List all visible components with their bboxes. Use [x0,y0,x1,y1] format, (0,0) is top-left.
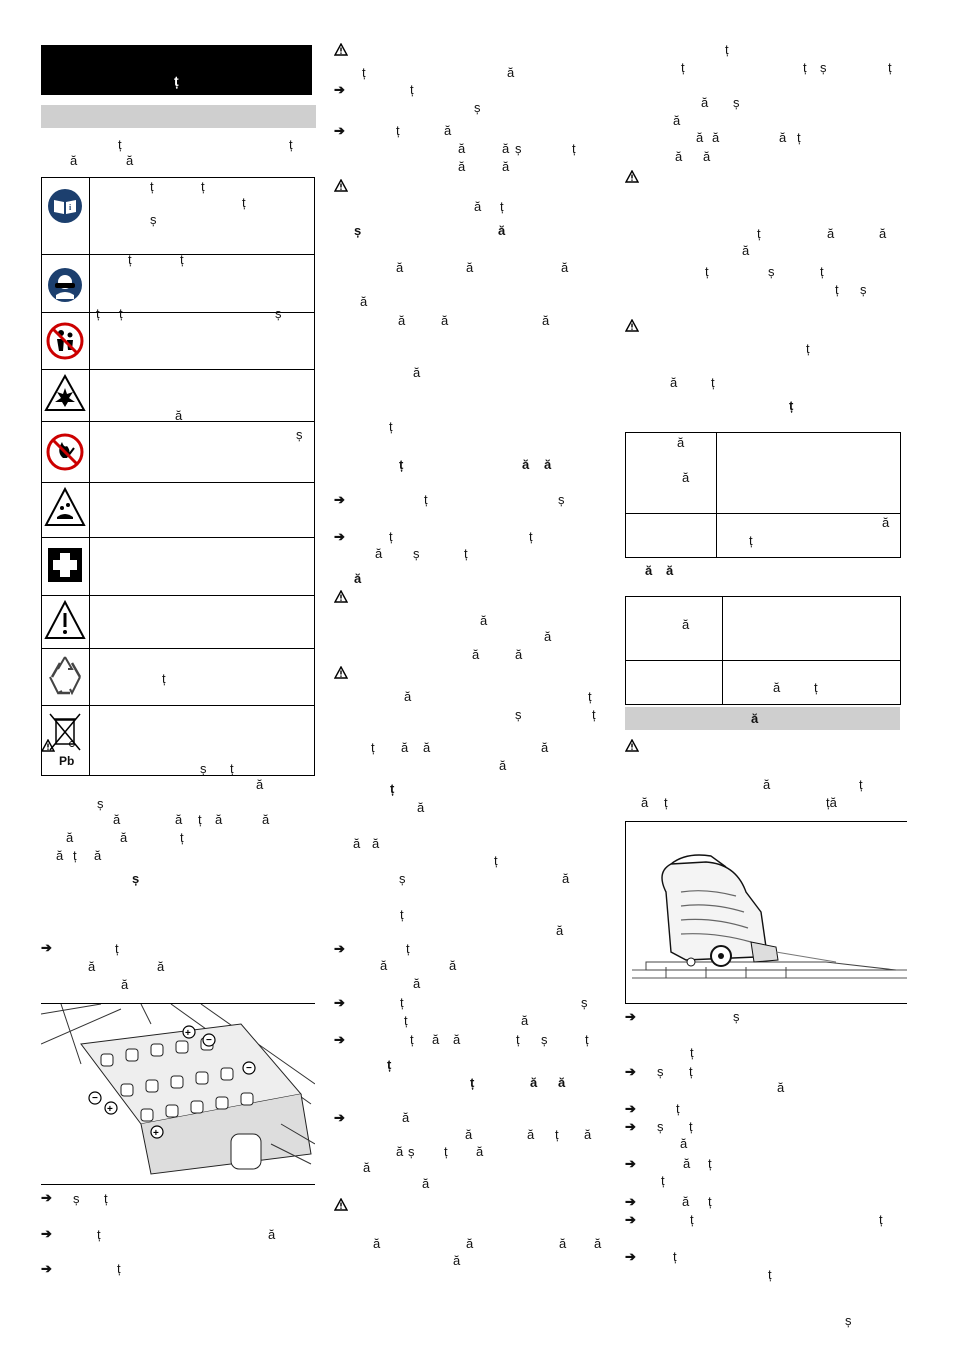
text-fragment: ă [94,848,102,863]
text-fragment: ț [289,137,293,152]
warning-icon [334,590,348,603]
text-fragment: ă [677,435,685,450]
text-fragment: ă [673,113,681,128]
text-fragment: ș [515,141,522,156]
no-children-icon [42,313,89,366]
text-fragment: ș [515,707,522,722]
text-fragment: ă [413,365,421,380]
step-arrow-icon: ➔ [334,529,345,544]
text-fragment: ț [757,226,761,241]
text-fragment: ț [516,1032,520,1047]
text-fragment: ț [768,1267,772,1282]
step-arrow-icon: ➔ [625,1156,636,1171]
text-fragment: ă [561,260,569,275]
recycle-icon [42,649,89,702]
text-fragment: ș [296,427,303,442]
text-fragment: ă [449,958,457,973]
text-fragment: ă [466,260,474,275]
battery-compartment-image [41,1004,315,1184]
text-fragment: ț [673,1249,677,1264]
text-fragment: ă [423,740,431,755]
section-header-bar [625,707,900,730]
text-fragment: ă [363,1160,371,1175]
table-divider [722,597,723,704]
text-fragment: ș [132,871,140,886]
text-fragment: ă [360,294,368,309]
no-open-flame-icon [42,422,89,479]
symbol-text [90,422,315,483]
text-fragment: ă [372,836,380,851]
text-fragment: ă [680,1136,688,1151]
text-fragment: ț [879,1212,883,1227]
text-fragment: ă [777,1080,785,1095]
text-fragment: ă [683,1156,691,1171]
step-arrow-icon: ➔ [334,995,345,1010]
text-fragment: ț [664,795,668,810]
text-fragment: ț [399,457,404,472]
svg-text:−: − [92,1093,98,1104]
text-fragment: ț [97,1227,101,1242]
text-fragment: ă [544,457,552,472]
text-fragment: ă [472,647,480,662]
text-fragment: ă [268,1227,276,1242]
chapter-title-bar [41,45,312,95]
text-fragment: ș [768,264,775,279]
text-fragment: ă [502,141,510,156]
text-fragment: ț [198,812,202,827]
text-fragment: ț [690,1212,694,1227]
text-fragment: ș [399,871,406,886]
text-fragment: ă [522,457,530,472]
text-fragment: ț [708,1194,712,1209]
text-fragment: ț [73,848,77,863]
text-fragment: ț [494,853,498,868]
symbol-text [90,649,315,706]
text-fragment: ă [398,313,406,328]
step-arrow-icon: ➔ [334,941,345,956]
text-fragment: ă [422,1176,430,1191]
text-fragment: ș [657,1064,664,1079]
text-fragment: ț [424,492,428,507]
text-fragment: ț [592,707,596,722]
text-fragment: ț [529,529,533,544]
machine-ramp-figure [625,821,907,1004]
text-fragment: ț [104,1191,108,1206]
text-fragment: ș [845,1313,852,1328]
step-arrow-icon: ➔ [625,1119,636,1134]
pb-label: Pb [59,754,75,768]
text-fragment: ț [814,680,818,695]
text-fragment: ă [682,470,690,485]
text-fragment: ă [413,976,421,991]
warning-icon [334,1198,348,1211]
symbol-cell [42,538,90,596]
warning-icon [334,666,348,679]
text-fragment: ă [879,226,887,241]
text-fragment: ț [711,375,715,390]
text-fragment: ă [458,159,466,174]
text-fragment: ș [657,1119,664,1134]
text-fragment: ț [690,1045,694,1060]
text-fragment: ț [371,740,375,755]
text-fragment: ă [542,313,550,328]
text-fragment: ă [670,375,678,390]
text-fragment: ț [406,941,410,956]
step-arrow-icon: ➔ [334,492,345,507]
step-arrow-icon: ➔ [334,123,345,138]
text-fragment: ț [362,65,366,80]
text-fragment: ă [556,923,564,938]
svg-text:i: i [69,203,72,212]
symbol-cell [42,313,90,370]
text-fragment: ă [157,959,165,974]
table-row-divider [626,660,900,661]
text-fragment: ă [113,812,121,827]
text-fragment: ț [555,1127,559,1142]
text-fragment: ț [789,398,794,413]
step-arrow-icon: ➔ [41,1261,52,1276]
text-fragment: ă [507,65,515,80]
text-fragment: ă [779,130,787,145]
battery-photo [41,1003,315,1185]
text-fragment: ă [882,515,890,530]
acid-burn-icon [42,483,89,534]
text-fragment: ț [661,1173,665,1188]
text-fragment: ț [888,60,892,75]
text-fragment: ă [453,1253,461,1268]
text-fragment: ă [175,408,183,423]
text-fragment: ș [408,1144,415,1159]
symbol-cell [42,178,90,255]
symbol-cell [42,370,90,422]
text-fragment: ă [476,1144,484,1159]
symbol-cell [42,422,90,483]
text-fragment: ă [666,563,674,578]
text-fragment: ă [594,1236,602,1251]
text-fragment: ă [502,159,510,174]
symbol-cell [42,255,90,313]
step-arrow-icon: ➔ [334,82,345,97]
text-fragment: ă [527,1127,535,1142]
text-fragment: ă [373,1236,381,1251]
text-fragment: ă [558,1075,566,1090]
text-fragment: ă [480,613,488,628]
text-fragment: ă [175,812,183,827]
step-arrow-icon: ➔ [625,1212,636,1227]
text-fragment: ț [572,141,576,156]
info-table-2 [625,596,901,705]
svg-text:+: + [107,1104,113,1115]
text-fragment: ă [498,223,506,238]
svg-text:+: + [185,1028,191,1039]
text-fragment: ț [150,179,154,194]
svg-text:−: − [246,1063,252,1074]
step-arrow-icon: ➔ [625,1249,636,1264]
text-fragment: ă [215,812,223,827]
text-fragment: ț [396,123,400,138]
symbol-cell [42,483,90,538]
text-fragment: ș [413,546,420,561]
text-fragment: ă [645,563,653,578]
text-fragment: ă [751,711,759,726]
text-fragment: ă [396,1144,404,1159]
text-fragment: ă [584,1127,592,1142]
manual-book-icon [42,178,89,251]
text-fragment: ă [70,153,78,168]
text-fragment: ă [396,260,404,275]
text-fragment: ă [773,680,781,695]
text-fragment: ă [675,149,683,164]
explosion-icon [42,370,89,418]
text-fragment: ț [835,282,839,297]
text-fragment: ț [749,533,753,548]
text-fragment: ă [530,1075,538,1090]
text-fragment: ă [466,1236,474,1251]
text-fragment: ă [458,141,466,156]
text-fragment: ț [389,529,393,544]
text-fragment: ș [73,1191,80,1206]
text-fragment: ț [410,1032,414,1047]
text-fragment: ș [97,796,104,811]
text-fragment: ț [400,995,404,1010]
table-divider [716,433,717,557]
text-fragment: ă [88,959,96,974]
text-fragment: ă [441,313,449,328]
symbol-text [90,370,315,422]
text-fragment: ș [474,100,481,115]
text-fragment: ș [541,1032,548,1047]
step-arrow-icon: ➔ [334,1032,345,1047]
text-fragment: ă [256,777,264,792]
text-fragment: ă [375,546,383,561]
symbol-text [90,538,315,596]
text-fragment: ă [696,130,704,145]
text-fragment: ț [404,1013,408,1028]
scrubber-on-ramp-image [626,822,907,1003]
text-fragment: ță [826,795,837,810]
step-arrow-icon: ➔ [41,1190,52,1205]
warning-icon [625,319,639,332]
text-fragment: ț [689,1119,693,1134]
text-fragment: ț [470,1075,475,1090]
text-fragment: ă [559,1236,567,1251]
warning-triangle-icon [42,596,89,645]
text-fragment: ț [464,546,468,561]
text-fragment: ș [820,60,827,75]
text-fragment: ă [544,629,552,644]
section-header-bar [41,105,316,128]
text-fragment: ș [275,306,282,321]
text-fragment: ț [681,60,685,75]
text-fragment: ă [262,812,270,827]
text-fragment: ț [588,689,592,704]
text-fragment: ș [558,492,565,507]
info-table-1 [625,432,901,558]
text-fragment: ă [682,1194,690,1209]
text-fragment: ă [66,830,74,845]
text-fragment: ă [562,871,570,886]
text-fragment: ă [380,958,388,973]
safety-symbols-table [41,177,315,776]
text-fragment: ț [725,42,729,57]
text-fragment: ă [120,830,128,845]
text-fragment: ă [404,689,412,704]
text-fragment: ă [641,795,649,810]
text-fragment: ț [162,671,166,686]
text-fragment: ă [121,977,129,992]
text-fragment: ă [353,836,361,851]
text-fragment: ț [180,252,184,267]
text-fragment: ș [150,212,157,227]
text-fragment: ă [712,130,720,145]
text-fragment: ț [400,907,404,922]
table-row-divider [626,513,900,514]
text-fragment: ț [117,1261,121,1276]
step-arrow-icon: ➔ [334,1110,345,1125]
text-fragment: ă [701,95,709,110]
text-fragment: ț [585,1032,589,1047]
text-fragment: ț [230,761,234,776]
symbol-text [90,596,315,649]
text-fragment: ă [401,740,409,755]
text-fragment: ă [126,153,134,168]
text-fragment: ț [803,60,807,75]
warning-icon [334,43,348,56]
text-fragment: ț [180,830,184,845]
text-fragment: ț [201,179,205,194]
symbol-cell [42,596,90,649]
text-fragment: ț [118,137,122,152]
text-fragment: ș [200,761,207,776]
text-fragment: ș [860,282,867,297]
text-fragment: ă [56,848,64,863]
step-arrow-icon: ➔ [41,940,52,955]
step-arrow-icon: ➔ [625,1064,636,1079]
text-fragment: ă [432,1032,440,1047]
text-fragment: ă [417,800,425,815]
text-fragment: ă [703,149,711,164]
step-arrow-icon: ➔ [625,1194,636,1209]
text-fragment: ă [742,243,750,258]
chapter-title-text: ț [174,73,179,89]
svg-text:−: − [206,1035,212,1046]
protective-goggles-icon [42,255,89,309]
text-fragment: ă [444,123,452,138]
warning-icon [625,739,639,752]
text-fragment: ț [410,82,414,97]
text-fragment: ă [474,199,482,214]
text-fragment: ț [115,941,119,956]
text-fragment: ă [465,1127,473,1142]
symbol-text [90,313,315,370]
warning-icon [41,739,55,752]
step-arrow-icon: ➔ [625,1009,636,1024]
text-fragment: ă [515,647,523,662]
text-fragment: ț [500,199,504,214]
text-fragment: ă [453,1032,461,1047]
text-fragment: ț [806,341,810,356]
text-fragment: ă [541,740,549,755]
text-fragment: ț [128,252,132,267]
text-fragment: ț [689,1064,693,1079]
text-fragment: ț [797,130,801,145]
text-fragment: ă [499,758,507,773]
symbol-text [90,252,315,313]
text-fragment: ț [705,264,709,279]
text-fragment: ă [682,617,690,632]
text-fragment: ă [402,1110,410,1125]
text-fragment: ș [354,223,362,238]
text-fragment: ă [763,777,771,792]
symbol-cell [42,649,90,706]
warning-icon [334,179,348,192]
symbol-text [90,483,315,538]
svg-text:+: + [153,1128,159,1139]
text-fragment: ă [827,226,835,241]
text-fragment: ș [733,1009,740,1024]
text-fragment: ă [354,571,362,586]
text-fragment: ț [119,306,123,321]
text-fragment: ș [581,995,588,1010]
text-fragment: ț [242,195,246,210]
text-fragment: ț [820,264,824,279]
text-fragment: ț [96,306,100,321]
text-fragment: ț [708,1156,712,1171]
text-fragment: ă [521,1013,529,1028]
warning-icon [625,170,639,183]
first-aid-icon [42,538,89,592]
text-fragment: ț [390,781,395,796]
text-fragment: ț [387,1057,392,1072]
text-fragment: ț [389,419,393,434]
text-fragment: ț [676,1101,680,1116]
step-arrow-icon: ➔ [625,1101,636,1116]
text-fragment: ș [733,95,740,110]
text-fragment: ț [859,777,863,792]
step-arrow-icon: ➔ [41,1226,52,1241]
text-fragment: ț [444,1144,448,1159]
